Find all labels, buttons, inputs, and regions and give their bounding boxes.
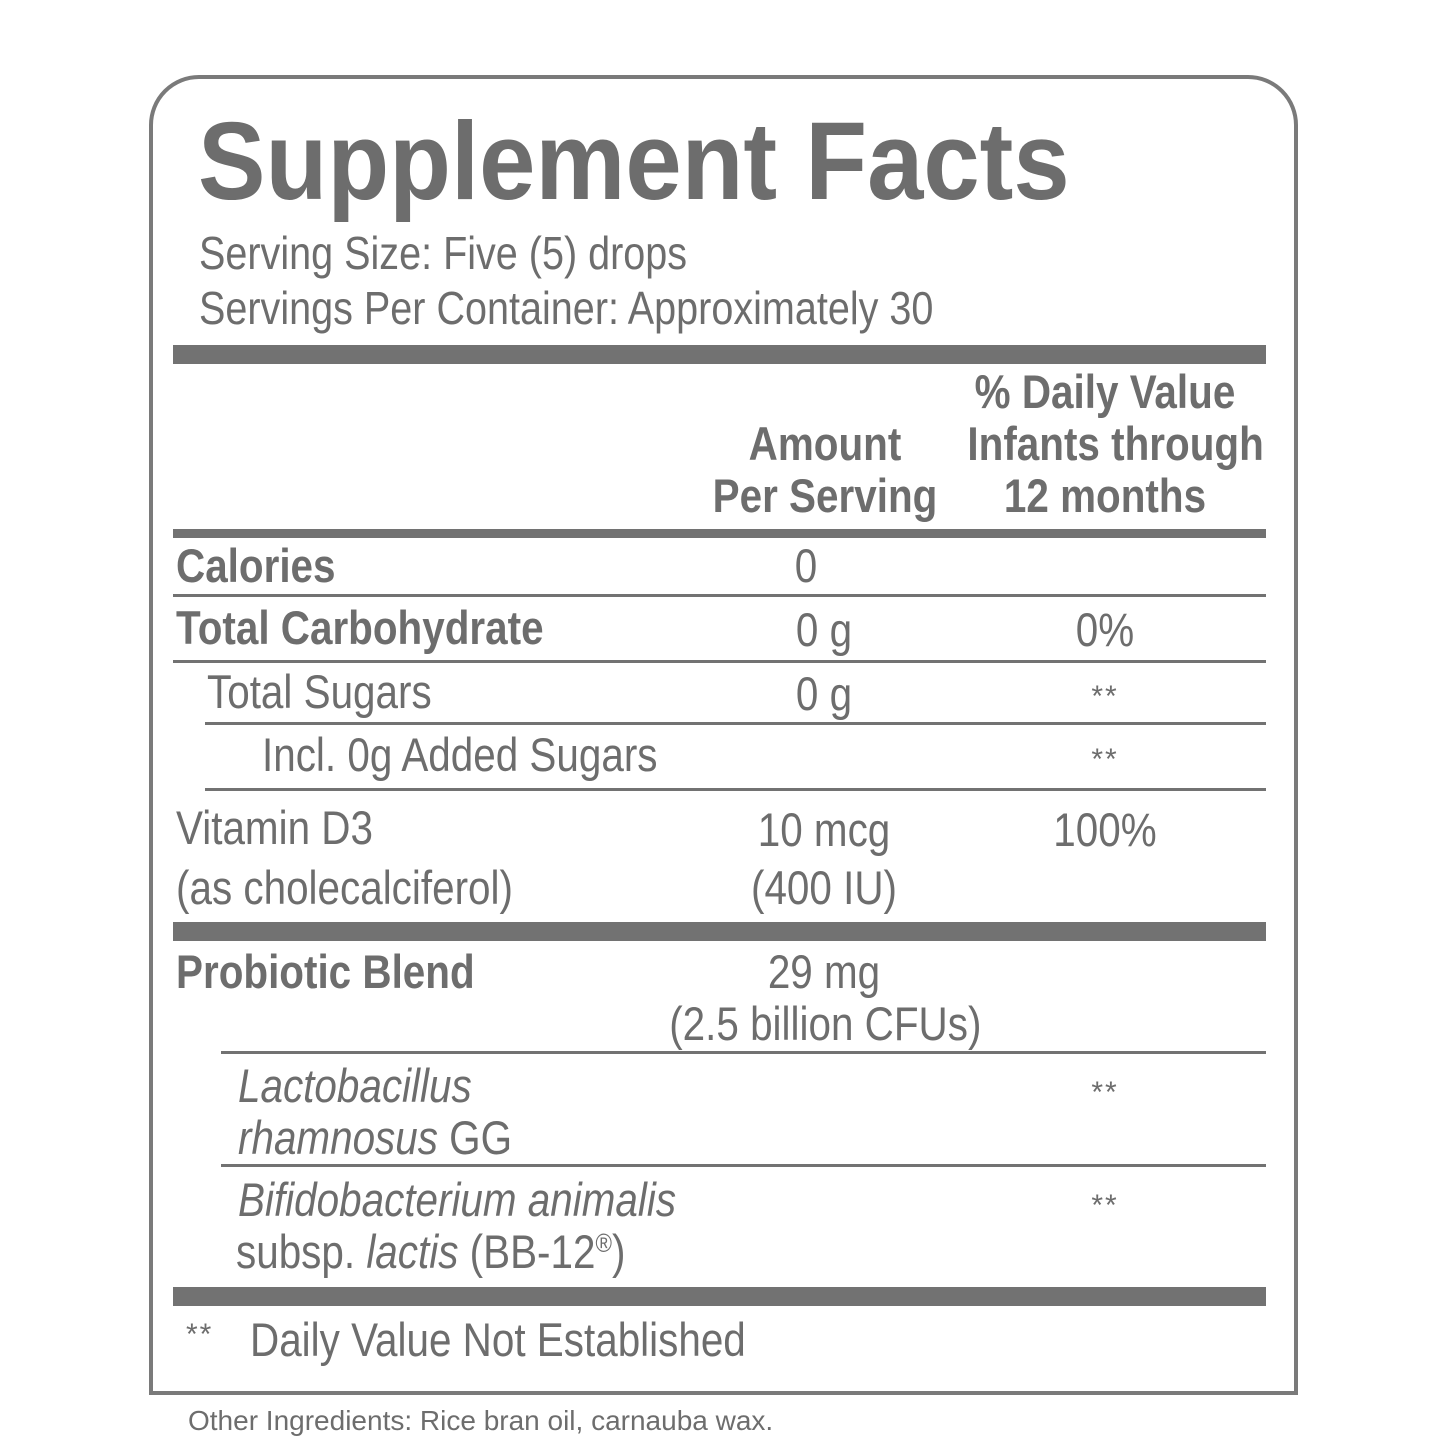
- thick-divider: [173, 922, 1266, 941]
- probiotic-blend-amount: 29 mg: [767, 945, 881, 998]
- row-divider: [173, 660, 1266, 663]
- lactobacillus-strain-code: GG: [437, 1111, 513, 1164]
- header-divider: [173, 529, 1266, 538]
- amount-header-line1: Amount: [748, 417, 902, 470]
- probiotic-blend-cfu: (2.5 billion CFUs): [669, 997, 982, 1050]
- vitamin-d3-iu: (400 IU): [750, 861, 898, 914]
- servings-per-container: Servings Per Container: Approximately 30: [199, 282, 934, 334]
- added-sugars-label: Incl. 0g Added Sugars: [262, 728, 658, 781]
- total-sugars-label: Total Sugars: [207, 665, 432, 718]
- row-divider: [221, 1051, 1266, 1054]
- total-carbohydrate-dv: 0%: [1075, 603, 1135, 656]
- total-carbohydrate-label: Total Carbohydrate: [176, 601, 544, 654]
- total-carbohydrate-amount: 0 g: [795, 603, 853, 656]
- total-sugars-amount: 0 g: [795, 667, 853, 720]
- lactobacillus-species: rhamnosus: [238, 1111, 438, 1164]
- row-divider: [205, 788, 1266, 791]
- amount-header: [709, 418, 941, 522]
- total-sugars-dv: **: [1091, 680, 1119, 713]
- thick-divider: [173, 345, 1266, 364]
- vitamin-d3-amount: 10 mcg: [757, 803, 891, 856]
- row-divider: [173, 594, 1266, 597]
- footnote-text: Daily Value Not Established: [250, 1313, 746, 1366]
- dv-header-line2: Infants through: [967, 417, 1264, 470]
- footnote-marker: **: [186, 1318, 214, 1351]
- vitamin-d3-label: Vitamin D3: [176, 801, 373, 854]
- bifidobacterium-dv: **: [1091, 1189, 1119, 1222]
- vitamin-d3-dv: 100%: [1053, 803, 1157, 856]
- other-ingredients: Other Ingredients: Rice bran oil, carnauba wax.: [188, 1405, 774, 1436]
- serving-size: Serving Size: Five (5) drops: [199, 227, 688, 279]
- added-sugars-dv: **: [1091, 743, 1119, 776]
- bifido-subsp: subsp.: [236, 1225, 367, 1278]
- bifidobacterium-label: Bifidobacterium animalis: [238, 1173, 677, 1226]
- lactobacillus-label: Lactobacillus: [238, 1059, 472, 1112]
- registered-mark: ®: [595, 1228, 612, 1258]
- dv-header-line1: % Daily Value: [974, 365, 1236, 418]
- amount-header-line2: Per Serving: [712, 469, 938, 522]
- bifido-close: ): [611, 1225, 626, 1278]
- calories-label: Calories: [176, 539, 336, 592]
- daily-value-header: [967, 365, 1264, 522]
- row-divider: [205, 722, 1266, 725]
- bifidobacterium-strain: [236, 1224, 625, 1279]
- lactobacillus-strain: [238, 1110, 512, 1165]
- thick-divider: [173, 1287, 1266, 1306]
- panel-title: Supplement Facts: [198, 100, 1070, 223]
- vitamin-d3-source: (as cholecalciferol): [176, 861, 513, 914]
- lactobacillus-dv: **: [1091, 1076, 1119, 1109]
- bifido-lactis: lactis: [366, 1225, 459, 1278]
- bifido-code: (BB-12: [458, 1225, 596, 1278]
- row-divider: [221, 1164, 1266, 1167]
- dv-header-line3: 12 months: [1003, 469, 1207, 522]
- calories-amount: 0: [794, 539, 818, 592]
- probiotic-blend-label: Probiotic Blend: [176, 945, 475, 998]
